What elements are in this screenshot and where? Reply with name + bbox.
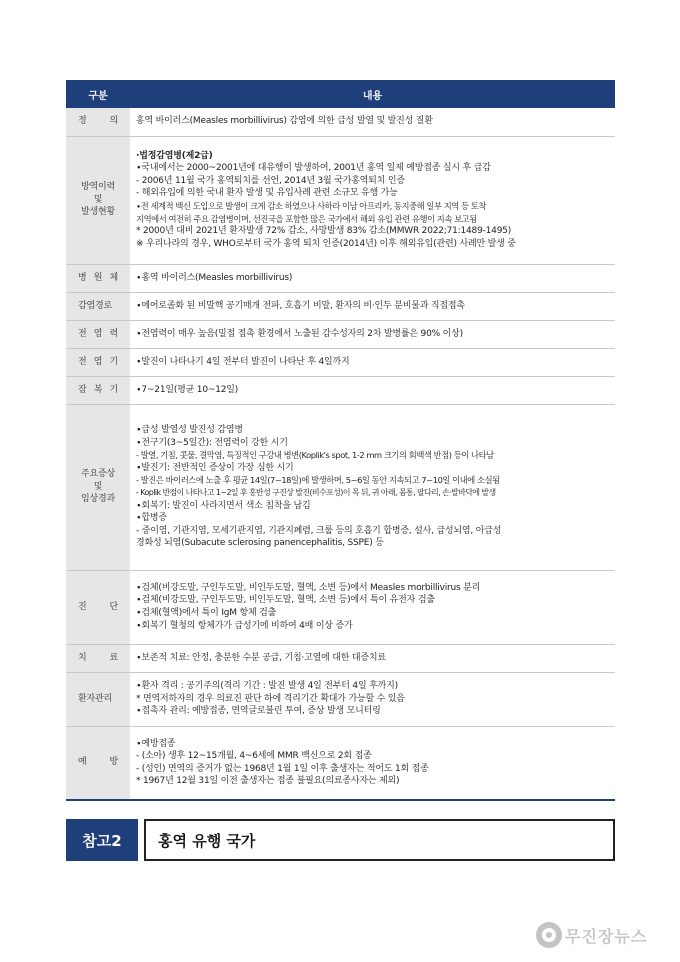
content-line: - 중이염, 기관지염, 모세기관지염, 기관지폐렴, 크룹 등의 호흡기 합병증, 설사, 급성뇌염, 아급성 xyxy=(136,525,502,536)
content-line: - (소아) 생후 12~15개월, 4~6세에 MMR 백신으로 2회 접종 xyxy=(136,751,372,762)
content-line: * 2000년 대비 2021년 환자발생 72% 감소, 사망발생 83% 감소(MMWR 2022;71:1489-1495) xyxy=(136,226,512,237)
table-row-treatment xyxy=(66,644,615,672)
table-row-history xyxy=(66,136,615,264)
row-content-infectious-period xyxy=(130,348,615,376)
row-content-definition xyxy=(130,108,615,136)
content-line: ∙에어로졸화 된 비말핵 공기매개 전파, 호흡기 비말, 환자의 비·인두 분비물과 직접접촉 xyxy=(136,300,465,311)
category-label: 감염경로 xyxy=(78,300,112,311)
watermark-text: 무진장뉴스 xyxy=(565,926,648,946)
table-body xyxy=(66,108,615,800)
table-row-definition xyxy=(66,108,615,136)
content-line: ∙보존적 치료: 안정, 충분한 수분 공급, 기침·고열에 대한 대증치료 xyxy=(136,652,386,663)
category-label: 전 염 력 xyxy=(78,328,118,339)
row-content-management xyxy=(130,672,615,726)
reference-tag: 참고2 xyxy=(66,819,138,861)
table-row-incubation xyxy=(66,376,615,404)
content-line: ∙전염력이 매우 높음(밀접 접촉 환경에서 노출된 감수성자의 2차 발병률은 90% 이상) xyxy=(136,328,463,339)
category-label: 발생현황 xyxy=(81,207,115,218)
category-label: 임상경과 xyxy=(81,494,115,505)
content-line: ∙합병증 xyxy=(136,513,167,524)
content-line: * 1967년 12월 31일 이전 출생자는 접종 불필요(의료종사자는 제외) xyxy=(136,776,400,787)
header-content: 내용 xyxy=(130,80,615,108)
row-category-history xyxy=(66,136,130,264)
content-line: ∙전 세계적 백신 도입으로 발생이 크게 감소 하였으나 사하라 이남 아프리카, 동지중해 일부 지역 등 토착 xyxy=(136,201,486,211)
row-content-diagnosis xyxy=(130,570,615,644)
row-category-management xyxy=(66,672,130,726)
table-row-diagnosis xyxy=(66,570,615,644)
category-label: 방역이력 xyxy=(81,182,115,193)
category-label: 잠 복 기 xyxy=(78,384,118,395)
row-content-history xyxy=(130,136,615,264)
table-row-transmission xyxy=(66,292,615,320)
row-category-contagiousness xyxy=(66,320,130,348)
content-line: ∙법정감염병(제2급) xyxy=(136,150,213,161)
category-label: 병 원 체 xyxy=(78,272,118,283)
content-line: ∙검체(혈액)에서 특이 IgM 항체 검출 xyxy=(136,608,277,618)
category-label: 진 단 xyxy=(78,601,118,612)
content-line: ∙회복기 혈청의 항체가가 급성기에 비하여 4배 이상 증가 xyxy=(136,620,353,631)
globe-logo-icon xyxy=(536,922,562,948)
content-line: - (성인) 면역의 증거가 없는 1968년 1월 1일 이후 출생자는 적어도 1회 접종 xyxy=(136,763,429,774)
table-header-row xyxy=(66,80,615,108)
content-line: - 발열, 기침, 콧물, 결막염, 특징적인 구강내 병변(Koplik's spot, 1-2 mm 크기의 회백색 반점) 등이 나타남 xyxy=(136,450,494,461)
category-label: 치 료 xyxy=(78,652,118,663)
row-category-infectious-period xyxy=(66,348,130,376)
content-line: - 발진은 바이러스에 노출 후 평균 14일(7~18일)에 발생하며, 5~6일 동안 지속되고 7~10일 이내에 소실됨 xyxy=(136,475,500,486)
content-line: ∙전구기(3~5일간): 전염력이 강한 시기 xyxy=(136,437,288,448)
content-line: - Koplik 반점이 나타나고 1~2일 후 홍반성 구진상 발진(비수포성)이 목 뒤, 귀 아래, 몸통, 팔다리, 손·발바닥에 발생 xyxy=(136,488,496,497)
row-category-pathogen xyxy=(66,264,130,292)
table-row-prevention xyxy=(66,726,615,800)
content-line: ∙검체(비강도말, 구인두도말, 비인두도말, 혈액, 소변 등)에서 특이 유전자 검출 xyxy=(136,595,435,606)
header-category: 구분 xyxy=(66,80,130,108)
category-label: 정 의 xyxy=(78,116,118,127)
content-line: ※ 우리나라의 경우, WHO로부터 국가 홍역 퇴치 인증(2014년) 이후 해외유입(관련) 사례만 발생 중 xyxy=(136,238,516,249)
watermark xyxy=(536,920,647,950)
content-line: 지역에서 여전히 주요 감염병이며, 선진국을 포함한 많은 국가에서 해외 유입 관련 유행이 지속 보고됨 xyxy=(136,213,477,224)
content-line: - 2006년 11월 국가 홍역퇴치를 선언, 2014년 3월 국가홍역퇴치 인증 xyxy=(136,175,405,186)
category-label: 및 xyxy=(93,194,103,205)
measles-info-table xyxy=(66,80,615,801)
category-label: 예 방 xyxy=(78,757,118,768)
content-line: * 면역저하자의 경우 의료진 판단 하에 격리기간 확대가 가능할 수 있음 xyxy=(136,693,405,704)
row-category-incubation xyxy=(66,376,130,404)
content-line: ∙접촉자 관리: 예방접종, 면역글로불린 투여, 증상 발생 모니터링 xyxy=(136,706,381,717)
reference-title: 홍역 유행 국가 xyxy=(144,819,615,861)
content-line: 경화성 뇌염(Subacute sclerosing panencephalitis, SSPE) 등 xyxy=(136,538,384,549)
category-label: 주요증상 xyxy=(81,469,115,480)
row-category-prevention xyxy=(66,726,130,800)
content-line: ∙급성 발열성 발진성 감염병 xyxy=(136,425,243,436)
row-category-diagnosis xyxy=(66,570,130,644)
content-line: ∙7~21일(평균 10~12일) xyxy=(136,384,239,395)
content-line: ∙홍역 바이러스(Measles morbillivirus) xyxy=(136,272,293,283)
reference-heading xyxy=(66,819,615,861)
row-content-treatment xyxy=(130,644,615,672)
row-content-incubation xyxy=(130,376,615,404)
row-content-symptoms xyxy=(130,404,615,570)
category-label: 환자관리 xyxy=(78,693,112,704)
content-line: ∙예방접종 xyxy=(136,738,176,749)
content-line: 홍역 바이러스(Measles morbillivirus) 감염에 의한 급성 발열 및 발진성 질환 xyxy=(136,116,433,127)
content-line: ∙발진기: 전반적인 증상이 가장 심한 시기 xyxy=(136,462,294,473)
row-content-prevention xyxy=(130,726,615,800)
info-sheet xyxy=(66,80,615,801)
content-line: - 해외유입에 의한 국내 환자 발생 및 유입사례 관련 소규모 유행 가능 xyxy=(136,188,398,199)
row-category-symptoms xyxy=(66,404,130,570)
category-label: 전 염 기 xyxy=(78,356,118,367)
table-row-pathogen xyxy=(66,264,615,292)
content-line: ∙발진이 나타나기 4일 전부터 발진이 나타난 후 4일까지 xyxy=(136,356,350,367)
row-category-definition xyxy=(66,108,130,136)
content-line: ∙국내에서는 2000~2001년에 대유행이 발생하여, 2001년 홍역 일제 예방접종 실시 후 급감 xyxy=(136,163,491,174)
row-category-treatment xyxy=(66,644,130,672)
content-line: ∙회복기: 발진이 사라지면서 색소 침착을 남김 xyxy=(136,500,311,511)
row-content-transmission xyxy=(130,292,615,320)
row-category-transmission xyxy=(66,292,130,320)
content-line: ∙검체(비강도말, 구인두도말, 비인두도말, 혈액, 소변 등)에서 Measles morbillivirus 분리 xyxy=(136,582,481,593)
table-row-management xyxy=(66,672,615,726)
row-content-contagiousness xyxy=(130,320,615,348)
category-label: 및 xyxy=(93,481,103,492)
table-row-symptoms xyxy=(66,404,615,570)
table-row-contagiousness xyxy=(66,320,615,348)
content-line: ∙환자 격리 : 공기주의(격리 기간 : 발진 발생 4일 전부터 4일 후까지) xyxy=(136,681,398,692)
table-row-infectious-period xyxy=(66,348,615,376)
row-content-pathogen xyxy=(130,264,615,292)
